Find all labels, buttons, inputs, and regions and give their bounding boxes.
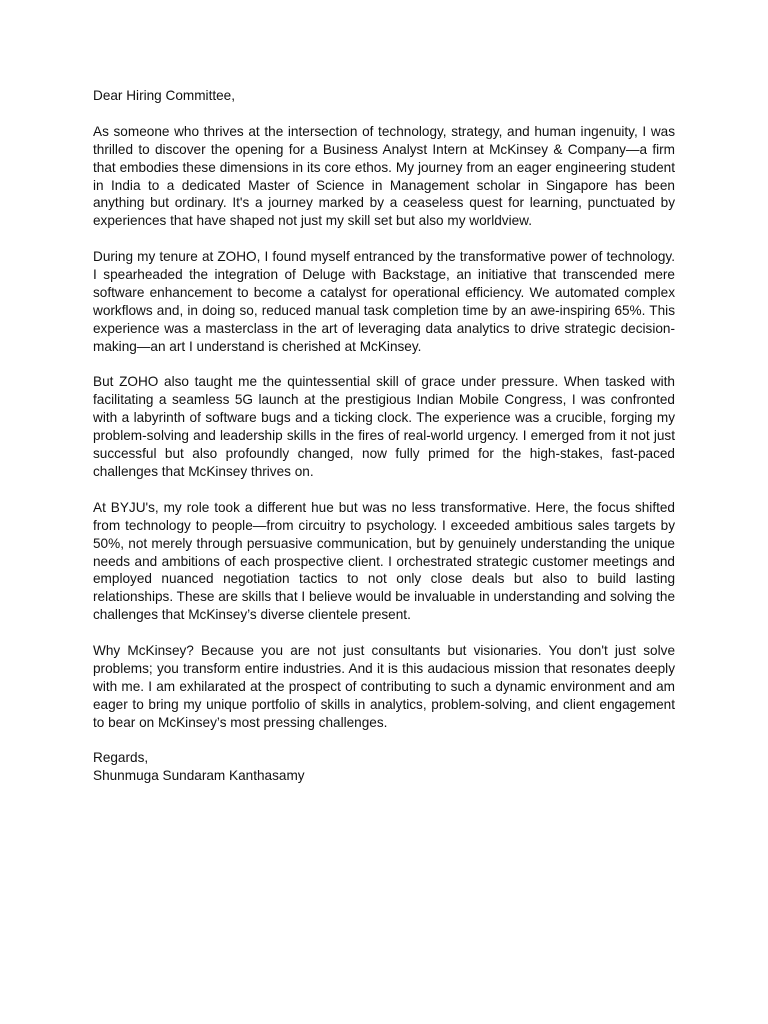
paragraph-zoho-pressure: But ZOHO also taught me the quintessential skill of grace under pressure. When tasked with facilitating a seamless 5G launch at the prestigious Indian Mobile Congress, I was confronted with a labyrinth of software bugs and a ticking clock. The experience was a crucible, forging my problem-solving and leadership skills in the fires of real-world urgency. I emerged from it not just successful but also profoundly changed, now fully primed for the high-stakes, fast-paced challenges that McKinsey thrives on. — [93, 374, 675, 479]
paragraph-zoho-technology: During my tenure at ZOHO, I found myself entranced by the transformative power of technology. I spearheaded the integration of Deluge with Backstage, an initiative that transcended mere software enhancement to become a catalyst for operational efficiency. We automated complex workflows and, in doing so, reduced manual task completion time by an awe-inspiring 65%. This experience was a masterclass in the art of leveraging data analytics to drive strategic decision-making—an art I understand is cherished at McKinsey. — [93, 249, 675, 354]
paragraph-why-mckinsey: Why McKinsey? Because you are not just consultants but visionaries. You don't just solve problems; you transform entire industries. And it is this audacious mission that resonates deeply with me. I am exhilarated at the prospect of contributing to such a dynamic environment and am eager to bring my unique portfolio of skills in analytics, problem-solving, and client engagement to bear on McKinsey’s most pressing challenges. — [93, 643, 675, 730]
salutation: Dear Hiring Committee, — [93, 88, 236, 103]
signature-name: Shunmuga Sundaram Kanthasamy — [93, 768, 305, 784]
closing: Regards, — [93, 750, 149, 766]
paragraph-intro: As someone who thrives at the intersection of technology, strategy, and human ingenuity, I was thrilled to discover the opening for a Business Analyst Intern at McKinsey & Company—a firm that embodies these dimensions in its core ethos. My journey from an eager engineering student in India to a dedicated Master of Science in Management scholar in Singapore has been anything but ordinary. It's a journey marked by a ceaseless quest for learning, punctuated by experiences that have shaped not just my skill set but also my worldview. — [93, 123, 675, 229]
paragraph-byjus: At BYJU's, my role took a different hue but was no less transformative. Here, the focus shifted from technology to people—from circuitry to psychology. I exceeded ambitious sales targets by 50%, not merely through persuasive communication, but by genuinely understanding the unique needs and ambitions of each prospective client. I orchestrated strategic customer meetings and employed nuanced negotiation tactics to not only close deals but also to build lasting relationships. These are skills that I believe would be invaluable in understanding and solving the challenges that McKinsey’s diverse clientele present. — [93, 499, 675, 623]
